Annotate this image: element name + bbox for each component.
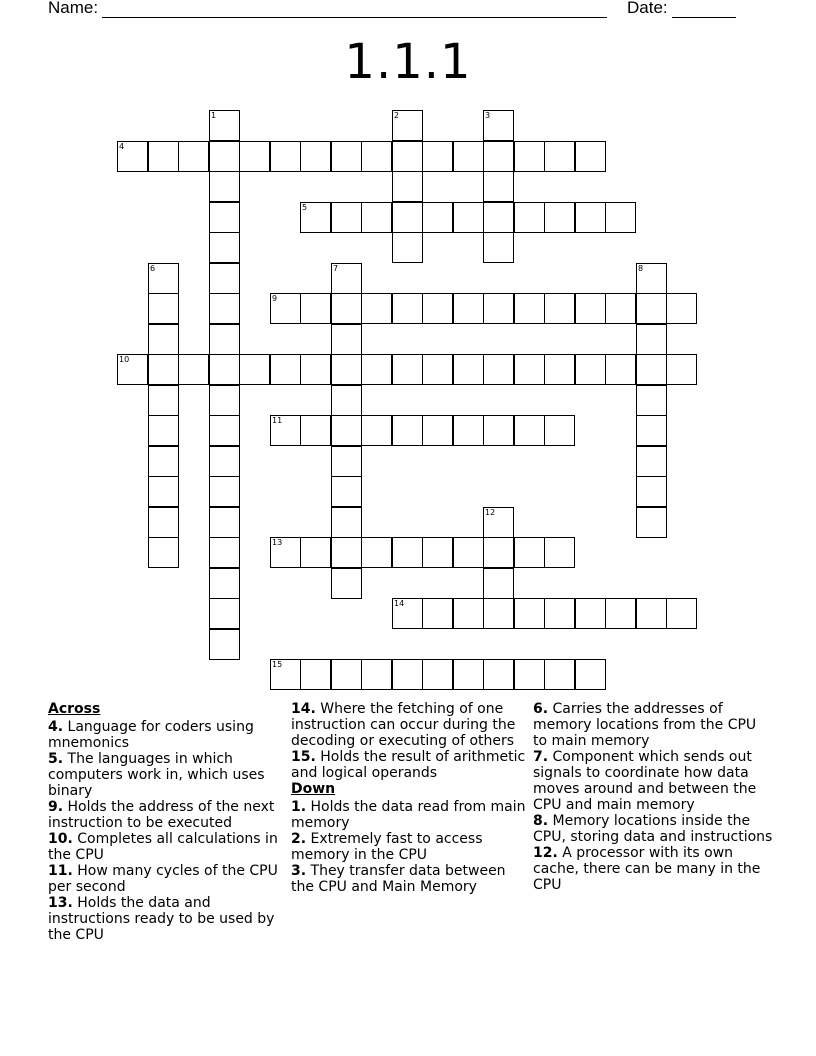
grid-cell[interactable] <box>300 354 331 385</box>
grid-cell[interactable] <box>575 659 606 690</box>
grid-cell[interactable] <box>636 293 667 324</box>
grid-cell[interactable] <box>331 537 362 568</box>
grid-cell[interactable] <box>392 171 423 202</box>
grid-cell[interactable] <box>514 354 545 385</box>
grid-cell[interactable] <box>209 171 240 202</box>
grid-cell[interactable] <box>483 202 514 233</box>
clue-text: Where the fetching of one instruction can occur during the decoding or executing of others <box>291 701 516 749</box>
grid-cell[interactable] <box>483 415 514 446</box>
grid-cell[interactable] <box>331 476 362 507</box>
grid-cell[interactable] <box>331 415 362 446</box>
clue-text: Holds the data read from main memory <box>291 799 526 831</box>
grid-cell[interactable] <box>483 293 514 324</box>
grid-cell[interactable] <box>392 293 423 324</box>
clue-item <box>48 799 288 831</box>
grid-cell[interactable] <box>209 537 240 568</box>
grid-cell[interactable] <box>209 110 240 141</box>
grid-cell[interactable] <box>331 354 362 385</box>
grid-cell[interactable] <box>575 293 606 324</box>
grid-cell[interactable] <box>666 293 697 324</box>
grid-cell[interactable] <box>209 415 240 446</box>
grid-cell[interactable] <box>117 354 148 385</box>
clue-number: 15. <box>291 749 316 765</box>
grid-cell[interactable] <box>605 202 636 233</box>
grid-cell[interactable] <box>331 659 362 690</box>
grid-cell[interactable] <box>270 293 301 324</box>
clue-number-label: 13 <box>272 538 283 547</box>
clue-number-label: 3 <box>485 111 491 120</box>
grid-cell[interactable] <box>209 385 240 416</box>
grid-cell[interactable] <box>270 537 301 568</box>
grid-cell[interactable] <box>300 659 331 690</box>
clue-number: 13. <box>48 895 73 911</box>
grid-cell[interactable] <box>178 141 209 172</box>
clue-text: Holds the data and instructions ready to be used by the CPU <box>48 895 275 943</box>
grid-cell[interactable] <box>270 659 301 690</box>
grid-cell[interactable] <box>453 659 484 690</box>
grid-cell[interactable] <box>209 293 240 324</box>
clue-number-label: 4 <box>119 142 125 151</box>
clue-text: Completes all calculations in the CPU <box>48 831 278 863</box>
grid-cell[interactable] <box>270 141 301 172</box>
grid-cell[interactable] <box>331 324 362 355</box>
grid-cell[interactable] <box>666 354 697 385</box>
clue-item <box>48 895 288 943</box>
grid-cell[interactable] <box>392 110 423 141</box>
clue-number: 7. <box>533 749 549 765</box>
grid-cell[interactable] <box>483 659 514 690</box>
grid-cell[interactable] <box>575 598 606 629</box>
grid-cell[interactable] <box>483 110 514 141</box>
grid-cell[interactable] <box>575 354 606 385</box>
across-clue-list <box>48 719 288 943</box>
clue-number: 8. <box>533 813 549 829</box>
grid-cell[interactable] <box>483 354 514 385</box>
grid-cell[interactable] <box>422 293 453 324</box>
grid-cell[interactable] <box>514 659 545 690</box>
grid-cell[interactable] <box>331 385 362 416</box>
clue-number-label: 1 <box>211 111 217 120</box>
grid-cell[interactable] <box>392 659 423 690</box>
grid-cell[interactable] <box>422 537 453 568</box>
grid-cell[interactable] <box>148 293 179 324</box>
grid-cell[interactable] <box>331 507 362 538</box>
grid-cell[interactable] <box>392 202 423 233</box>
clue-item <box>533 749 773 813</box>
grid-cell[interactable] <box>209 476 240 507</box>
grid-cell[interactable] <box>148 415 179 446</box>
clue-item <box>48 751 288 799</box>
clue-text: Language for coders using mnemonics <box>48 719 254 751</box>
grid-cell[interactable] <box>422 354 453 385</box>
grid-cell[interactable] <box>331 293 362 324</box>
grid-cell[interactable] <box>483 598 514 629</box>
grid-cell[interactable] <box>148 324 179 355</box>
grid-cell[interactable] <box>392 232 423 263</box>
clue-item <box>48 831 288 863</box>
grid-cell[interactable] <box>636 446 667 477</box>
grid-cell[interactable] <box>453 354 484 385</box>
clue-number-label: 15 <box>272 660 283 669</box>
name-label: Name: <box>48 0 99 17</box>
grid-cell[interactable] <box>361 415 392 446</box>
grid-cell[interactable] <box>300 537 331 568</box>
grid-cell[interactable] <box>331 202 362 233</box>
grid-cell[interactable] <box>605 598 636 629</box>
clue-number: 5. <box>48 751 64 767</box>
grid-cell[interactable] <box>209 446 240 477</box>
grid-cell[interactable] <box>209 232 240 263</box>
clue-number-label: 5 <box>302 203 308 212</box>
grid-cell[interactable] <box>239 354 270 385</box>
grid-cell[interactable] <box>514 141 545 172</box>
grid-cell[interactable] <box>544 293 575 324</box>
grid-cell[interactable] <box>544 537 575 568</box>
grid-cell[interactable] <box>422 141 453 172</box>
grid-cell[interactable] <box>514 202 545 233</box>
grid-cell[interactable] <box>209 141 240 172</box>
grid-cell[interactable] <box>514 415 545 446</box>
clue-number-label: 10 <box>119 355 130 364</box>
grid-cell[interactable] <box>636 263 667 294</box>
clues-column-1 <box>48 701 288 943</box>
grid-cell[interactable] <box>483 171 514 202</box>
grid-cell[interactable] <box>483 232 514 263</box>
grid-cell[interactable] <box>392 354 423 385</box>
grid-cell[interactable] <box>361 202 392 233</box>
clue-item <box>533 813 773 845</box>
date-label: Date: <box>627 0 668 17</box>
grid-cell[interactable] <box>331 568 362 599</box>
clue-number: 12. <box>533 845 558 861</box>
clue-text: Holds the result of arithmetic and logical operands <box>291 749 526 781</box>
grid-cell[interactable] <box>331 446 362 477</box>
grid-cell[interactable] <box>483 568 514 599</box>
grid-cell[interactable] <box>209 629 240 660</box>
grid-cell[interactable] <box>361 354 392 385</box>
grid-cell[interactable] <box>148 263 179 294</box>
clue-number: 10. <box>48 831 73 847</box>
grid-cell[interactable] <box>331 263 362 294</box>
clue-text: A processor with its own cache, there can be many in the CPU <box>533 845 761 893</box>
clue-number: 3. <box>291 863 307 879</box>
clue-text: Extremely fast to access memory in the CPU <box>291 831 483 863</box>
grid-cell[interactable] <box>392 141 423 172</box>
grid-cell[interactable] <box>148 141 179 172</box>
clue-number-label: 14 <box>394 599 405 608</box>
grid-cell[interactable] <box>209 324 240 355</box>
grid-cell[interactable] <box>483 537 514 568</box>
page-title: 1.1.1 <box>344 34 472 90</box>
grid-cell[interactable] <box>544 202 575 233</box>
grid-cell[interactable] <box>148 537 179 568</box>
clue-item <box>48 719 288 751</box>
grid-cell[interactable] <box>514 537 545 568</box>
grid-cell[interactable] <box>392 598 423 629</box>
grid-cell[interactable] <box>148 507 179 538</box>
clue-item <box>533 845 773 893</box>
clue-item <box>533 701 773 749</box>
clue-text: Component which sends out signals to coordinate how data moves around and between the CPU and main memory <box>533 749 757 813</box>
across-heading: Across <box>48 701 101 717</box>
clue-number-label: 11 <box>272 416 283 425</box>
clue-text: Memory locations inside the CPU, storing data and instructions <box>533 813 773 845</box>
grid-cell[interactable] <box>544 659 575 690</box>
grid-cell[interactable] <box>209 507 240 538</box>
grid-cell[interactable] <box>422 659 453 690</box>
grid-cell[interactable] <box>422 202 453 233</box>
grid-cell[interactable] <box>361 537 392 568</box>
grid-cell[interactable] <box>575 141 606 172</box>
grid-cell[interactable] <box>544 354 575 385</box>
grid-cell[interactable] <box>483 507 514 538</box>
down-clue-list-continued <box>533 701 773 893</box>
grid-cell[interactable] <box>361 293 392 324</box>
grid-cell[interactable] <box>270 415 301 446</box>
grid-cell[interactable] <box>453 293 484 324</box>
grid-cell[interactable] <box>636 476 667 507</box>
grid-cell[interactable] <box>209 354 240 385</box>
grid-cell[interactable] <box>544 141 575 172</box>
grid-cell[interactable] <box>300 415 331 446</box>
clue-text: The languages in which computers work in, which uses binary <box>48 751 265 799</box>
grid-cell[interactable] <box>605 354 636 385</box>
grid-cell[interactable] <box>361 659 392 690</box>
grid-cell[interactable] <box>453 598 484 629</box>
down-heading: Down <box>291 781 336 797</box>
grid-cell[interactable] <box>209 202 240 233</box>
clues-column-3 <box>533 701 773 893</box>
grid-cell[interactable] <box>453 141 484 172</box>
clue-number: 6. <box>533 701 549 717</box>
grid-cell[interactable] <box>209 568 240 599</box>
grid-cell[interactable] <box>209 598 240 629</box>
grid-cell[interactable] <box>453 415 484 446</box>
clue-number: 14. <box>291 701 316 717</box>
grid-cell[interactable] <box>392 415 423 446</box>
clues-column-2 <box>291 701 531 895</box>
clue-item <box>291 749 531 781</box>
clue-number: 9. <box>48 799 64 815</box>
grid-cell[interactable] <box>636 354 667 385</box>
grid-cell[interactable] <box>636 385 667 416</box>
grid-cell[interactable] <box>636 324 667 355</box>
clue-number-label: 2 <box>394 111 400 120</box>
clue-number-label: 8 <box>638 264 644 273</box>
grid-cell[interactable] <box>392 537 423 568</box>
grid-cell[interactable] <box>300 202 331 233</box>
grid-cell[interactable] <box>148 476 179 507</box>
grid-cell[interactable] <box>331 141 362 172</box>
clue-item <box>291 701 531 749</box>
grid-cell[interactable] <box>605 293 636 324</box>
grid-cell[interactable] <box>636 598 667 629</box>
clue-number-label: 12 <box>485 508 496 517</box>
grid-cell[interactable] <box>636 507 667 538</box>
clue-item <box>291 863 531 895</box>
clue-number-label: 7 <box>333 264 339 273</box>
grid-cell[interactable] <box>361 141 392 172</box>
clue-text: Carries the addresses of memory locations from the CPU to main memory <box>533 701 757 749</box>
across-clue-list-continued <box>291 701 531 781</box>
grid-cell[interactable] <box>666 598 697 629</box>
grid-cell[interactable] <box>300 141 331 172</box>
grid-cell[interactable] <box>636 415 667 446</box>
grid-cell[interactable] <box>148 385 179 416</box>
grid-cell[interactable] <box>178 354 209 385</box>
clue-number: 1. <box>291 799 307 815</box>
grid-cell[interactable] <box>453 202 484 233</box>
clue-item <box>48 863 288 895</box>
clue-number: 2. <box>291 831 307 847</box>
clue-text: Holds the address of the next instruction to be executed <box>48 799 275 831</box>
clue-number: 11. <box>48 863 73 879</box>
clue-number-label: 9 <box>272 294 278 303</box>
grid-cell[interactable] <box>148 354 179 385</box>
clue-number-label: 6 <box>150 264 156 273</box>
clue-item <box>291 831 531 863</box>
grid-cell[interactable] <box>544 598 575 629</box>
clue-text: They transfer data between the CPU and Main Memory <box>291 863 506 895</box>
grid-cell[interactable] <box>514 598 545 629</box>
grid-cell[interactable] <box>300 293 331 324</box>
grid-cell[interactable] <box>270 354 301 385</box>
clue-text: How many cycles of the CPU per second <box>48 863 278 895</box>
down-clue-list <box>291 799 531 895</box>
grid-cell[interactable] <box>483 141 514 172</box>
grid-cell[interactable] <box>544 415 575 446</box>
grid-cell[interactable] <box>575 202 606 233</box>
grid-cell[interactable] <box>514 293 545 324</box>
grid-cell[interactable] <box>422 415 453 446</box>
grid-cell[interactable] <box>422 598 453 629</box>
grid-cell[interactable] <box>117 141 148 172</box>
grid-cell[interactable] <box>209 263 240 294</box>
grid-cell[interactable] <box>148 446 179 477</box>
grid-cell[interactable] <box>453 537 484 568</box>
clue-item <box>291 799 531 831</box>
grid-cell[interactable] <box>239 141 270 172</box>
clue-number: 4. <box>48 719 64 735</box>
